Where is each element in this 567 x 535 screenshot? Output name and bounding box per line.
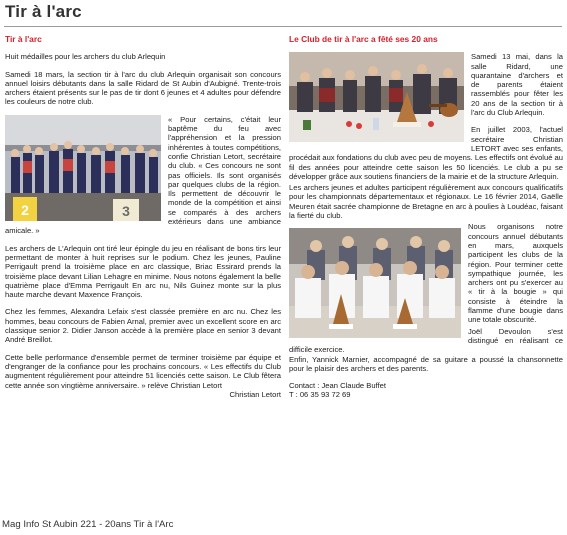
left-article-paragraph-4: Chez les femmes, Alexandra Lefaix s'est classée première en arc nu. Chez les hommes, beau concours de Fabien Arnal, premier avec un excellent score en arc classique senior 2. Didier Janson accède à la première place en senior 3 devant André Breillot. — [5, 307, 281, 345]
left-article-intro: Huit médailles pour les archers du club Arlequin — [5, 52, 166, 62]
right-article — [289, 33, 563, 400]
image-caption: Mag Info St Aubin 221 - 20ans Tir à l'Arc — [2, 519, 174, 530]
left-article — [5, 33, 281, 399]
group-photo — [289, 228, 461, 338]
title-divider — [4, 26, 562, 27]
left-article-heading: Tir à l'arc — [5, 34, 42, 44]
contact-name: Contact : Jean Claude Buffet — [289, 381, 386, 391]
right-article-paragraph-1: Samedi 13 mai, dans la salle Ridard, une quarantaine d'archers et de parents étaient rassemblés pour fêter les 20 ans de la section tir à l'arc du Club Arlequin. — [471, 52, 563, 118]
right-article-heading: Le Club de tir à l'arc a fêté ses 20 ans — [289, 34, 438, 44]
page-title: Tir à l'arc — [5, 2, 82, 21]
party-photo — [289, 52, 464, 142]
contact-phone: T : 06 35 93 72 69 — [289, 390, 351, 400]
podium-photo — [5, 115, 161, 221]
svg-text:3: 3 — [122, 202, 130, 219]
left-article-paragraph-1: Samedi 18 mars, la section tir à l'arc du club Arlequin organisait son concours annuel loisirs débutants dans la salle Ridard de St Aubin d'Aubigné. Trente-trois archers étaient présents sur le pas de tir dont 6 jeunes et 4 adultes pour défendre les couleurs de notre club. — [5, 69, 281, 107]
left-article-paragraph-5: Cette belle performance d'ensemble permet de terminer troisième par équipe et d'engranger de la confiance pour les prochains concours. « Les effectifs du Club augmentent régulièrement pour atteindre 51 licenciés cette saison. Le Club fêtera cette année son vingtième anniversaire. » relève Christian Letort — [5, 352, 281, 390]
right-article-paragraph-4: Nous organisons notre concours annuel débutants en mars, auxquels participent les clubs de la région. Pour terminer cette sympathique journée, les archers ont pu s'exercer au « tir à la bougie » qui consiste à éteindre la flamme d'une bougie dans une totale obscurité. — [468, 222, 563, 325]
right-article-paragraph-6: Enfin, Yannick Marnier, accompagné de sa guitare a poussé la chansonnette pour le plaisir des archers et des parents. — [289, 354, 563, 373]
svg-text:2: 2 — [21, 201, 29, 218]
left-article-paragraph-3: Les archers de L'Arlequin ont tiré leur épingle du jeu en réalisant de bons tirs leur permettant de monter à huit reprises sur le podium. Chez les jeunes, Pauline Perrigault prend la troisième place en arc classique, Briac Essirard prends la troisième place devant Lilian Lehagre en minime. Nous notons également la belle quatrième place d'Emma Perrigault En arc nu, Nils Guinez monte sur la plus haute marche devant Maxence François. — [5, 243, 281, 300]
left-article-paragraph-2: « Pour certains, c'était leur baptême du feu avec l'appréhension et la pression inhérentes à toutes compétitions, confie Christian Letort, secrétaire du club. « Ces concours ne sont pas officiels. Ils sont organisés par quelques clubs de la région. Ils permettent de découvrir le monde de la compétition et ainsi se comparés à des archers extérieurs dans une ambiance amicale. » — [5, 114, 281, 236]
right-article-paragraph-3: Les archers jeunes et adultes participent régulièrement aux concours qualificatifs pour les championnats départementaux et régionaux. Le 16 février 2014, Gaëlle Meuren était sacrée championne de Bretagne en arc à poulies à Loudéac, faisant la fierté du club. — [289, 183, 563, 221]
right-article-paragraph-5: Joël Devoulon s'est distingué en réalisant ce difficile exercice. — [289, 326, 563, 355]
right-article-paragraph-2: En juillet 2003, l'actuel secrétaire Christian LETORT avec ses enfants, procédait aux fondations du club avec peu de moyens. Les effectifs ont évolué au fil des années pour atteindre cette saison les 50 licenciés. Le club a pu se développer grâce aux soutiens financiers de la mairie et de la structure Arlequin. — [289, 125, 563, 181]
left-article-signature: Christian Letort — [229, 389, 281, 399]
